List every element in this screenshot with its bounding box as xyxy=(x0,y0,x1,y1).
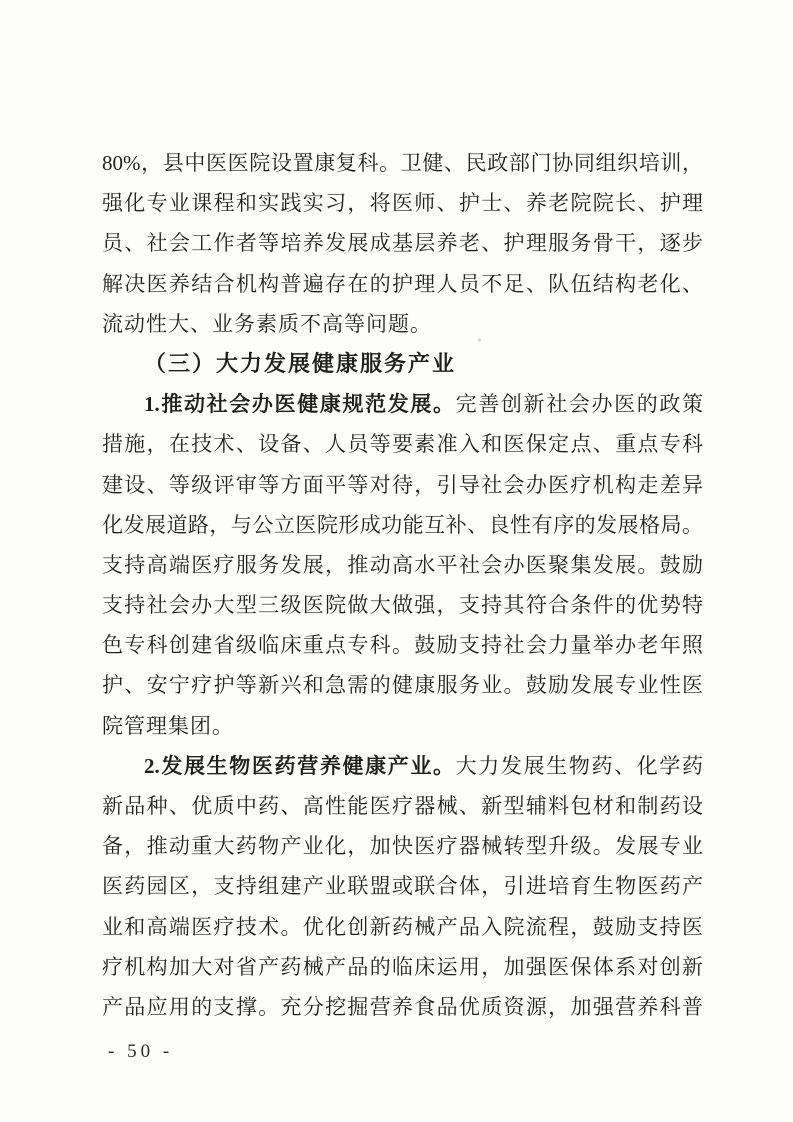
line-text: 强化专业课程和实践实习，将医师、护士、养老院院长、护理 xyxy=(102,191,703,216)
line-text: （三）大力发展健康服务产业 xyxy=(144,350,457,376)
text-line xyxy=(102,505,703,545)
line-text: 解决医养结合机构普遍存在的护理人员不足、队伍结构老化、 xyxy=(102,271,703,296)
text-line xyxy=(102,304,703,344)
text-line xyxy=(102,424,703,464)
line-text: 支持高端医疗服务发展，推动高水平社会办医聚集发展。鼓励 xyxy=(102,552,703,577)
text-line xyxy=(102,183,703,223)
line-text: 院管理集团。 xyxy=(102,713,234,738)
bold-lead-text: 1.推动社会办医健康规范发展。 xyxy=(144,392,456,417)
line-text: 建设、等级评审等方面平等对待，引导社会办医疗机构走差异 xyxy=(102,472,703,497)
text-line xyxy=(102,907,703,947)
line-text: 大力发展生物药、化学药 xyxy=(455,753,703,778)
text-line xyxy=(102,706,703,746)
line-text: 业和高端医疗技术。优化创新药械产品入院流程，鼓励支持医 xyxy=(102,914,703,939)
line-text: 支持社会办大型三级医院做大做强，支持其符合条件的优势特 xyxy=(102,593,703,618)
line-text: 员、社会工作者等培养发展成基层养老、护理服务骨干，逐步 xyxy=(102,231,703,256)
text-line xyxy=(102,384,703,424)
line-text: 护、安宁疗护等新兴和急需的健康服务业。鼓励发展专业性医 xyxy=(102,673,703,698)
text-line xyxy=(102,947,703,987)
line-text: 化发展道路，与公立医院形成功能互补、良性有序的发展格局。 xyxy=(102,512,703,537)
text-line xyxy=(102,264,703,304)
text-line xyxy=(102,625,703,665)
line-text: 产品应用的支撑。充分挖掘营养食品优质资源，加强营养科普 xyxy=(102,994,703,1019)
line-text: 备，推动重大药物产业化，加快医疗器械转型升级。发展专业 xyxy=(102,834,703,859)
document-text-block xyxy=(102,143,703,1027)
line-text: 医药园区，支持组建产业联盟或联合体，引进培育生物医药产 xyxy=(102,874,703,899)
scan-speck-artifact xyxy=(478,338,481,342)
text-line xyxy=(102,786,703,826)
text-line xyxy=(102,665,703,705)
text-line xyxy=(102,866,703,906)
line-text: 新品种、优质中药、高性能医疗器械、新型辅料包材和制药设 xyxy=(102,794,703,818)
text-line xyxy=(102,987,703,1027)
text-line xyxy=(102,143,703,183)
line-text: 流动性大、业务素质不高等问题。 xyxy=(102,311,432,336)
text-line xyxy=(102,223,703,263)
text-line xyxy=(102,746,703,786)
page-number: - 50 - xyxy=(108,1041,174,1062)
text-line xyxy=(102,545,703,585)
line-text: 色专科创建省级临床重点专科。鼓励支持社会力量举办老年照 xyxy=(102,633,703,658)
text-line xyxy=(102,826,703,866)
text-line xyxy=(102,465,703,505)
section-heading xyxy=(102,344,703,384)
text-line xyxy=(102,585,703,625)
line-text: 疗机构加大对省产药械产品的临床运用，加强医保体系对创新 xyxy=(102,954,703,979)
line-text: 完善创新社会办医的政策 xyxy=(455,392,703,417)
bold-lead-text: 2.发展生物医药营养健康产业。 xyxy=(144,753,456,778)
line-text: 措施，在技术、设备、人员等要素准入和医保定点、重点专科 xyxy=(102,432,703,457)
line-text: 80%，县中医医院设置康复科。卫健、民政部门协同组织培训， xyxy=(102,151,703,175)
